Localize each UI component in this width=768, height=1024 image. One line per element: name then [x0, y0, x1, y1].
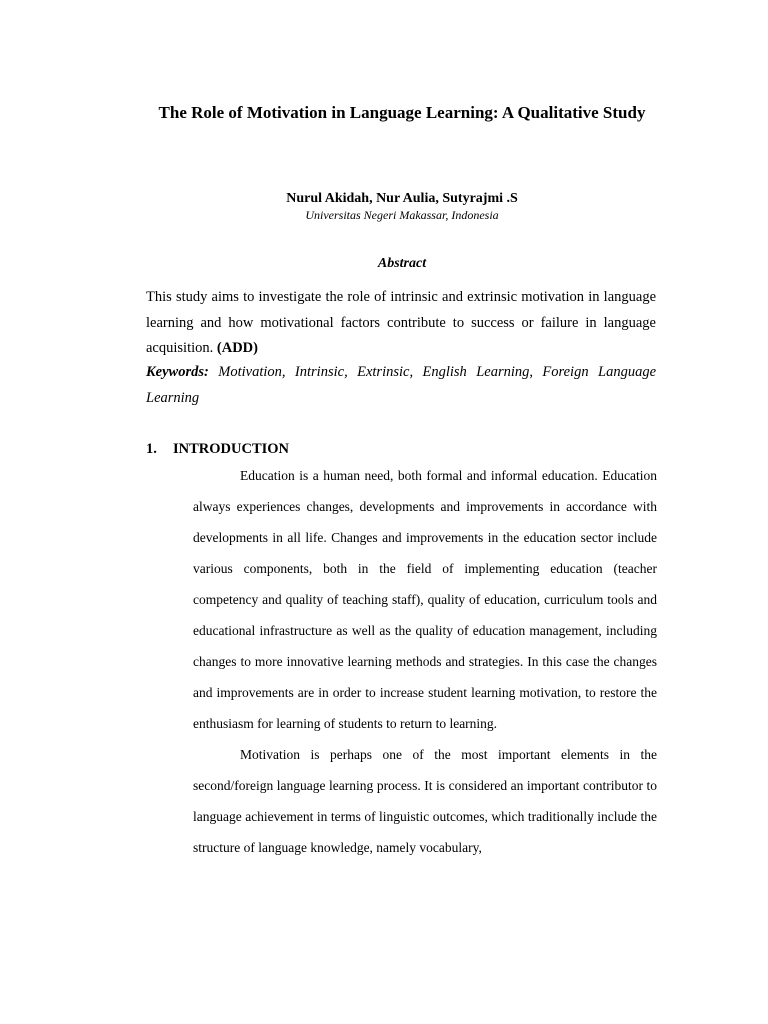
section-heading-introduction — [146, 439, 289, 459]
section-number: 1. — [146, 441, 157, 457]
abstract-body-text: This study aims to investigate the role of intrinsic and extrinsic motivation in language learning and how motivational factors contribute to success or failure in language acquisition. — [146, 289, 656, 356]
keywords-list: Motivation, Intrinsic, Extrinsic, English Learning, Foreign Language Learning — [146, 364, 656, 406]
abstract-text — [146, 285, 656, 362]
paper-title: The Role of Motivation in Language Learning: A Qualitative Study — [158, 103, 646, 122]
author-affiliation: Universitas Negeri Makassar, Indonesia — [305, 208, 499, 222]
abstract-note: (ADD) — [216, 340, 258, 356]
section-title: INTRODUCTION — [173, 441, 290, 457]
abstract-heading: Abstract — [377, 256, 427, 271]
author-list: Nurul Akidah, Nur Aulia, Sutyrajmi .S — [286, 191, 518, 206]
keywords-label: Keywords: — [146, 364, 209, 380]
keywords — [146, 360, 656, 411]
introduction-body — [193, 460, 657, 863]
body-paragraph: Education is a human need, both formal and informal education. Education always experiences changes, developments and improvements in accordance with developments in all life. Changes and improvements in the education sector include various components, both in the field of implementing education (teacher competency and quality of teaching staff), quality of education, curriculum tools and educational infrastructure as well as the quality of education management, including changes to more innovative learning methods and strategies. In this case the changes and improvements are in order to increase student learning motivation, to restore the enthusiasm for learning of students to return to learning. — [193, 468, 657, 731]
body-paragraph: Motivation is perhaps one of the most important elements in the second/foreign language learning process. It is considered an important contributor to language achievement in terms of linguistic outcomes, which traditionally include the structure of language knowledge, namely vocabulary, — [193, 747, 657, 855]
